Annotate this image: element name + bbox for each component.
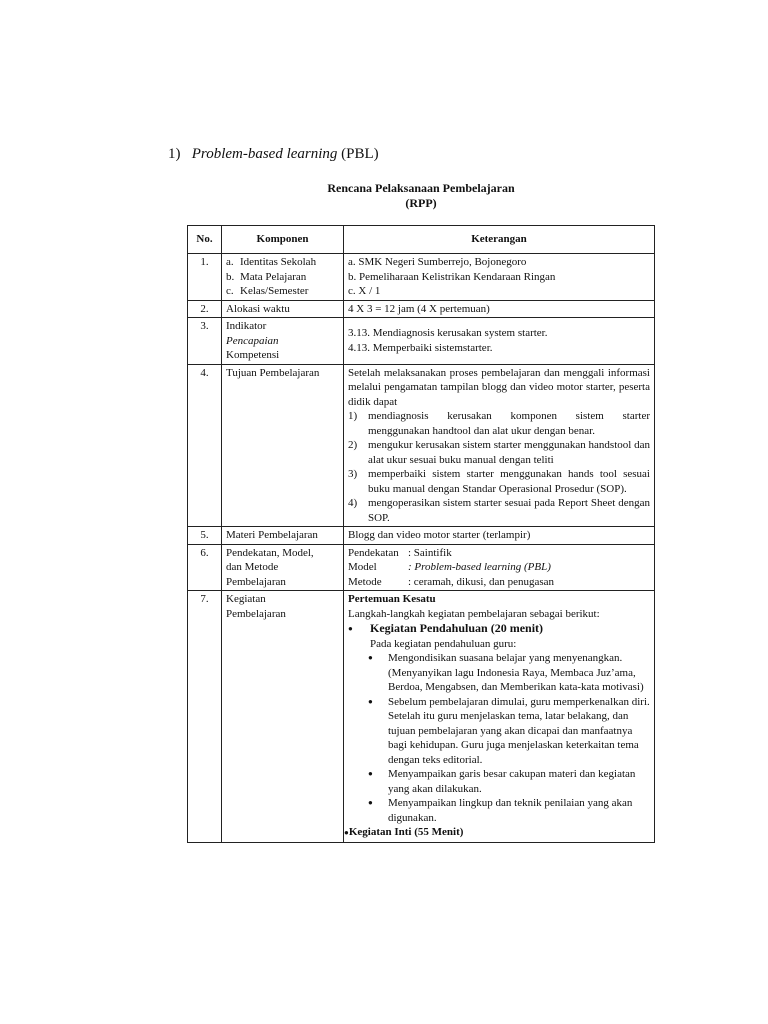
rpp-table [187,225,655,843]
keterangan-cell: Pendekatan : Saintifik Model : Problem-based learning (PBL) Metode : ceramah, dikusi, dan penugasan [344,544,655,591]
komponen-cell: Alokasi waktu [222,300,344,318]
row-number: 5. [188,527,222,545]
table-row [188,527,655,545]
komponen-cell: Kegiatan Pembelajaran [222,591,344,843]
table-row [188,364,655,527]
list-item: ● Menyampaikan garis besar cakupan materi dan kegiatan yang akan dilakukan. [368,768,636,795]
list-item: ● Menyampaikan lingkup dan teknik penilaian yang akan digunakan. [368,797,633,824]
bullet-icon: ● [368,769,373,778]
row-number: 7. [188,591,222,843]
heading-italic: Problem-based learning [191,146,338,162]
bullet-icon: ● [368,696,373,706]
header-komponen: Komponen [222,226,344,254]
keterangan-cell: Blogg dan video motor starter (terlampir) [344,527,655,545]
komponen-cell: Indikator Pencapaian Kompetensi [222,318,344,365]
list-item: 4) mengoperasikan sistem starter sesuai pada Report Sheet dengan SOP. [348,497,650,524]
komponen-cell: Materi Pembelajaran [222,527,344,545]
keterangan-cell: 3.13. Mendiagnosis kerusakan system starter. 4.13. Memperbaiki sistemstarter. [344,318,655,365]
keterangan-cell: Pertemuan Kesatu Langkah-langkah kegiatan pembelajaran sebagai berikut: ● Kegiatan Pendahuluan (20 menit) Pada kegiatan pendahuluan guru: ● Mengondisikan suasana belajar yang menyenangkan.(Menyanyikan lagu Indonesia Raya, Membaca Juz’ama, Berdoa, Mengabsen, dan Memberikan kata-kata motivasi) ● Sebelum pembelajaran dimulai, guru memperkenalkan diri. Setelah itu guru menjelaskan tema, latar belakang, dan tujuan pembelajaran yang akan dicapai dan manfaatnya bagi kehidupan. Guru juga menjelaskan keterkaitan tema dengan teks editorial. ● Menyampaikan garis besar cakupan materi dan kegiatan yang akan dilakukan. ● Menyampaikan lingkup dan teknik penilaian yang akan digunakan. ●Kegiatan Inti (55 Menit) [344,591,655,843]
bullet-icon: ● [344,828,349,837]
row-number: 1. [188,254,222,301]
list-item: ● Kegiatan Pendahuluan (20 menit) [348,621,544,635]
table-row [188,300,655,318]
table-header-row [188,226,655,254]
header-no: No. [188,226,222,254]
komponen-cell: Pendekatan, Model, dan Metode Pembelajaran [222,544,344,591]
komponen-cell: a. Identitas Sekolah b. Mata Pelajaran c. Kelas/Semester [222,254,344,301]
heading-number: 1) [168,146,181,162]
section-heading [168,146,379,163]
bullet-icon: ● [368,653,373,662]
list-item: 3) memperbaiki sistem starter menggunakan hands tool sesuai buku manual dengan Standar Operasional Prosedur (SOP). [348,468,650,495]
table-row [188,318,655,365]
bullet-icon: ● [368,798,373,807]
row-number: 2. [188,300,222,318]
tujuan-intro: Setelah melaksanakan proses pembelajaran dan menggali informasi melalui pengamatan tampilan blogg dan video motor starter, peserta didik dapat [348,366,650,408]
pendahuluan-list [348,651,650,825]
table-row [188,544,655,591]
row-number: 3. [188,318,222,365]
heading-suffix: (PBL) [337,146,379,162]
keterangan-cell: a. SMK Negeri Sumberrejo, Bojonegoro b. Pemeliharaan Kelistrikan Kendaraan Ringan c. X / 1 [344,254,655,301]
doc-subtitle: (RPP) [405,196,437,210]
keterangan-cell: 4 X 3 = 12 jam (4 X pertemuan) [344,300,655,318]
header-keterangan: Keterangan [344,226,655,254]
doc-title: Rencana Pelaksanaan Pembelajaran [327,181,515,195]
row-number: 4. [188,364,222,527]
bullet-icon: ● [348,624,353,633]
pertemuan-title: Pertemuan Kesatu [348,593,436,605]
komponen-cell: Tujuan Pembelajaran [222,364,344,527]
keterangan-cell [344,364,655,527]
list-item: 2) mengukur kerusakan sistem starter menggunakan handstool dan alat ukur sesuai buku manual dengan teliti [348,439,650,466]
list-item: ● Sebelum pembelajaran dimulai, guru memperkenalkan diri. Setelah itu guru menjelaskan tema, latar belakang, dan tujuan pembelajaran yang akan dicapai dan manfaatnya bagi kehidupan. Guru juga menjelaskan keterkaitan tema dengan teks editorial. [368,695,650,766]
list-item: 1) mendiagnosis kerusakan komponen sistem starter menggunakan handtool dan alat ukur dengan benar. [348,410,650,437]
inti-title: ●Kegiatan Inti (55 Menit) [344,826,464,838]
list-item: ● Mengondisikan suasana belajar yang menyenangkan.(Menyanyikan lagu Indonesia Raya, Membaca Juz’ama, Berdoa, Mengabsen, dan Memberikan kata-kata motivasi) [368,652,644,693]
row-number: 6. [188,544,222,591]
table-row [188,591,655,843]
table-row [188,254,655,301]
